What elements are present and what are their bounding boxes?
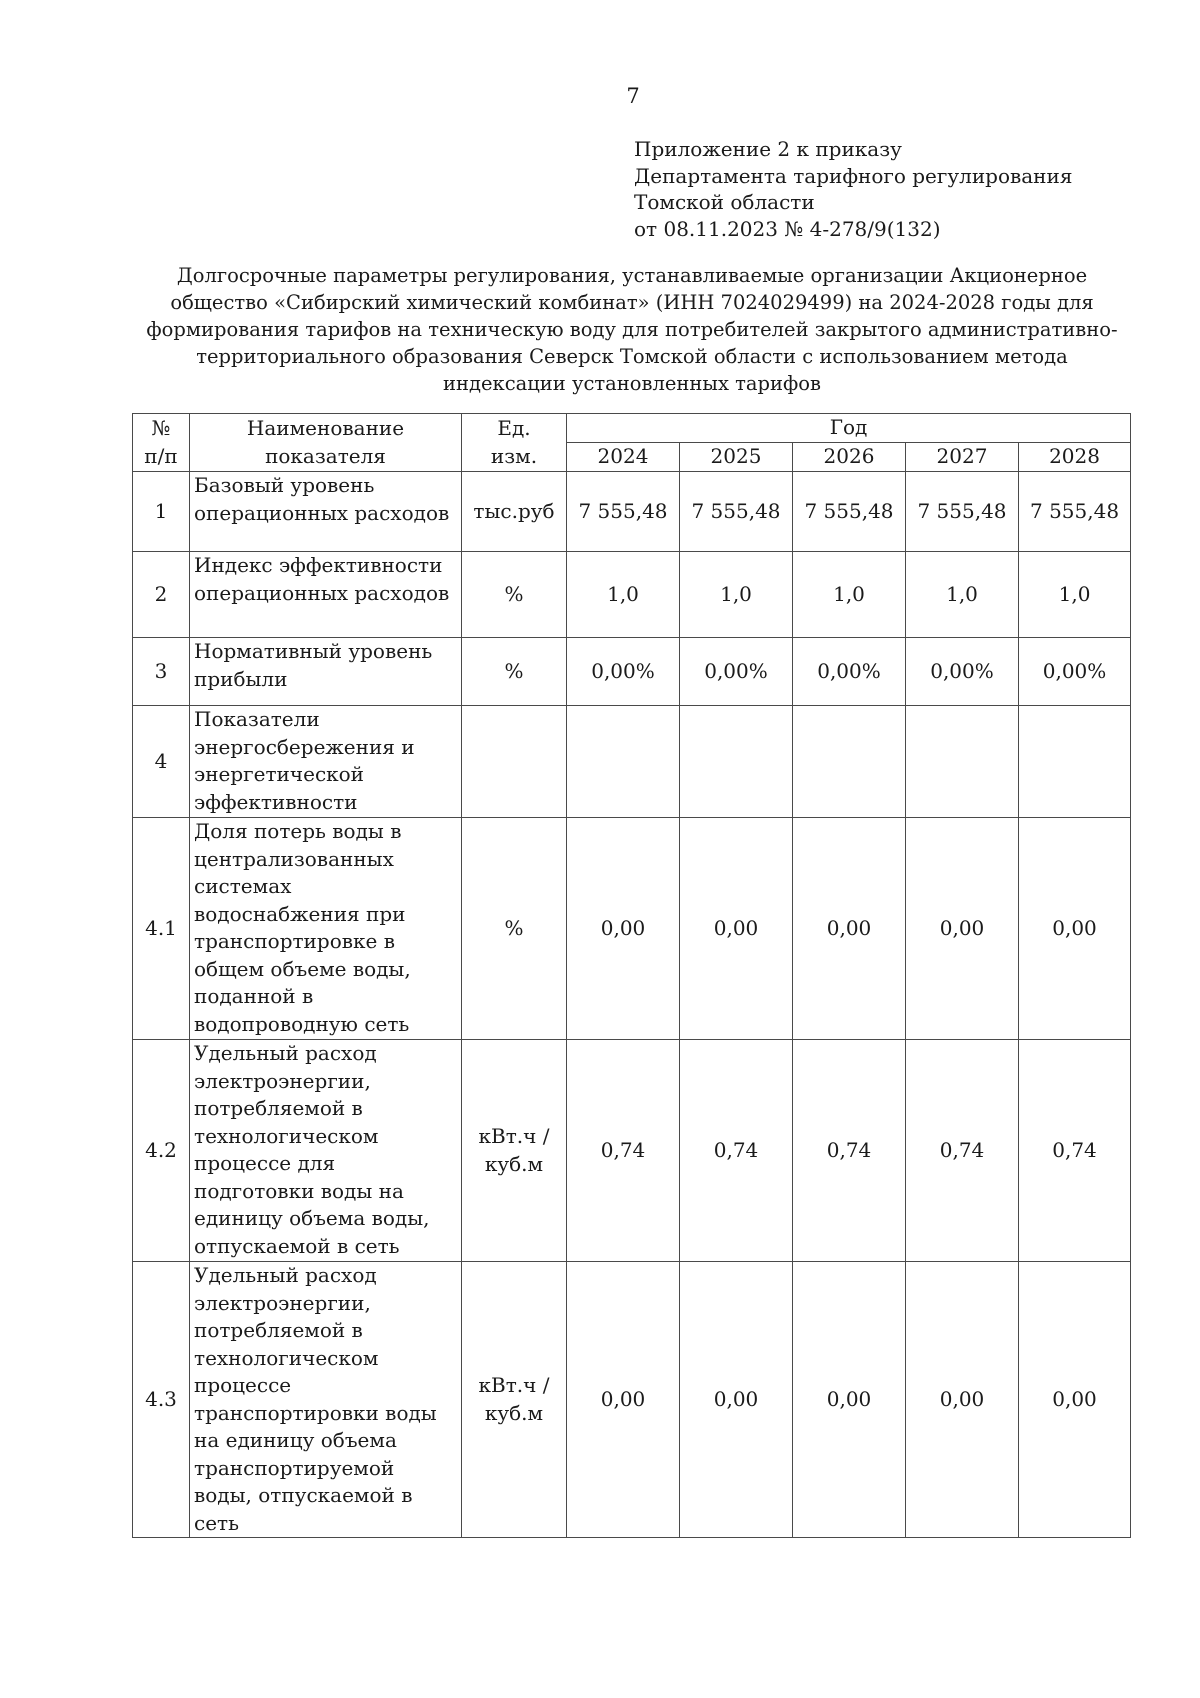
appendix-line: Томской области [634, 190, 815, 214]
parameters-table [132, 413, 1131, 1538]
row-unit: кВт.ч / куб.м [462, 1040, 567, 1262]
row-name: Удельный расход электроэнергии, потребляемой в технологическом процессе для подготовки воды на единицу объема воды, отпускаемой в сеть [190, 1040, 462, 1262]
row-value [680, 706, 793, 818]
row-value: 7 555,48 [680, 472, 793, 552]
row-value: 0,00 [906, 1262, 1019, 1538]
row-value: 0,00 [793, 818, 906, 1040]
row-num: 2 [133, 552, 190, 638]
header-year: 2026 [793, 443, 906, 472]
row-value: 0,74 [793, 1040, 906, 1262]
page-number: 7 [626, 84, 640, 108]
row-value: 7 555,48 [906, 472, 1019, 552]
row-name: Нормативный уровень прибыли [190, 638, 462, 706]
row-name: Доля потерь воды в централизованных системах водоснабжения при транспортировке в общем объеме воды, поданной в водопроводную сеть [190, 818, 462, 1040]
header-name: Наименование показателя [190, 414, 462, 472]
header-num: № п/п [133, 414, 190, 472]
row-num: 3 [133, 638, 190, 706]
row-num: 4 [133, 706, 190, 818]
header-year: 2027 [906, 443, 1019, 472]
row-num: 1 [133, 472, 190, 552]
row-unit: кВт.ч / куб.м [462, 1262, 567, 1538]
document-title: Долгосрочные параметры регулирования, устанавливаемые организации Акционерное общество «Сибирский химический комбинат» (ИНН 7024029499) на 2024-2028 годы для формирования тарифов на техническую воду для потребителей закрытого административно- территориального образования Северск Томской области с использованием метода индексации установленных тарифов [146, 264, 1118, 395]
appendix-order-ref: от 08.11.2023 № 4-278/9(132) [634, 216, 941, 241]
row-unit: тыс.руб [462, 472, 567, 552]
row-unit: % [462, 552, 567, 638]
table-row [133, 1040, 1131, 1262]
row-value: 0,00% [906, 638, 1019, 706]
row-value: 7 555,48 [793, 472, 906, 552]
row-value [567, 706, 680, 818]
appendix-line: Приложение 2 к приказу [634, 137, 902, 161]
row-unit: % [462, 818, 567, 1040]
header-year: 2025 [680, 443, 793, 472]
table-header-row [133, 414, 1131, 443]
row-value: 0,74 [1019, 1040, 1131, 1262]
row-name: Индекс эффективности операционных расходов [190, 552, 462, 638]
appendix-header [634, 136, 1072, 242]
row-value: 1,0 [1019, 552, 1131, 638]
row-num: 4.3 [133, 1262, 190, 1538]
table-row [133, 706, 1131, 818]
appendix-line: Департамента тарифного регулирования [634, 163, 1073, 188]
row-value: 1,0 [567, 552, 680, 638]
row-value: 0,00 [680, 1262, 793, 1538]
row-value: 1,0 [680, 552, 793, 638]
row-value [793, 706, 906, 818]
row-value: 0,00% [567, 638, 680, 706]
table-row [133, 638, 1131, 706]
row-value: 0,00 [567, 1262, 680, 1538]
row-name: Показатели энергосбережения и энергетической эффективности [190, 706, 462, 818]
row-value: 0,00 [906, 818, 1019, 1040]
row-num: 4.1 [133, 818, 190, 1040]
header-year: 2028 [1019, 443, 1131, 472]
row-value [1019, 706, 1131, 818]
table-row [133, 1262, 1131, 1538]
row-value: 0,00 [567, 818, 680, 1040]
row-value: 0,74 [567, 1040, 680, 1262]
row-value: 0,00 [1019, 818, 1131, 1040]
header-year: 2024 [567, 443, 680, 472]
row-value: 7 555,48 [1019, 472, 1131, 552]
row-value: 0,00 [1019, 1262, 1131, 1538]
table-row [133, 552, 1131, 638]
row-value: 0,74 [680, 1040, 793, 1262]
row-value [906, 706, 1019, 818]
table-row [133, 818, 1131, 1040]
row-unit [462, 706, 567, 818]
table-row [133, 472, 1131, 552]
row-name: Удельный расход электроэнергии, потребляемой в технологическом процессе транспортировки воды на единицу объема транспортируемой воды, отпускаемой в сеть [190, 1262, 462, 1538]
row-value: 0,00% [1019, 638, 1131, 706]
row-value: 1,0 [906, 552, 1019, 638]
row-value: 0,00 [680, 818, 793, 1040]
row-value: 0,00% [793, 638, 906, 706]
row-unit: % [462, 638, 567, 706]
row-value: 0,00% [680, 638, 793, 706]
row-value: 0,74 [906, 1040, 1019, 1262]
header-year-group: Год [567, 414, 1131, 443]
row-value: 0,00 [793, 1262, 906, 1538]
row-value: 1,0 [793, 552, 906, 638]
row-name: Базовый уровень операционных расходов [190, 472, 462, 552]
row-value: 7 555,48 [567, 472, 680, 552]
row-num: 4.2 [133, 1040, 190, 1262]
header-unit: Ед. изм. [462, 414, 567, 472]
